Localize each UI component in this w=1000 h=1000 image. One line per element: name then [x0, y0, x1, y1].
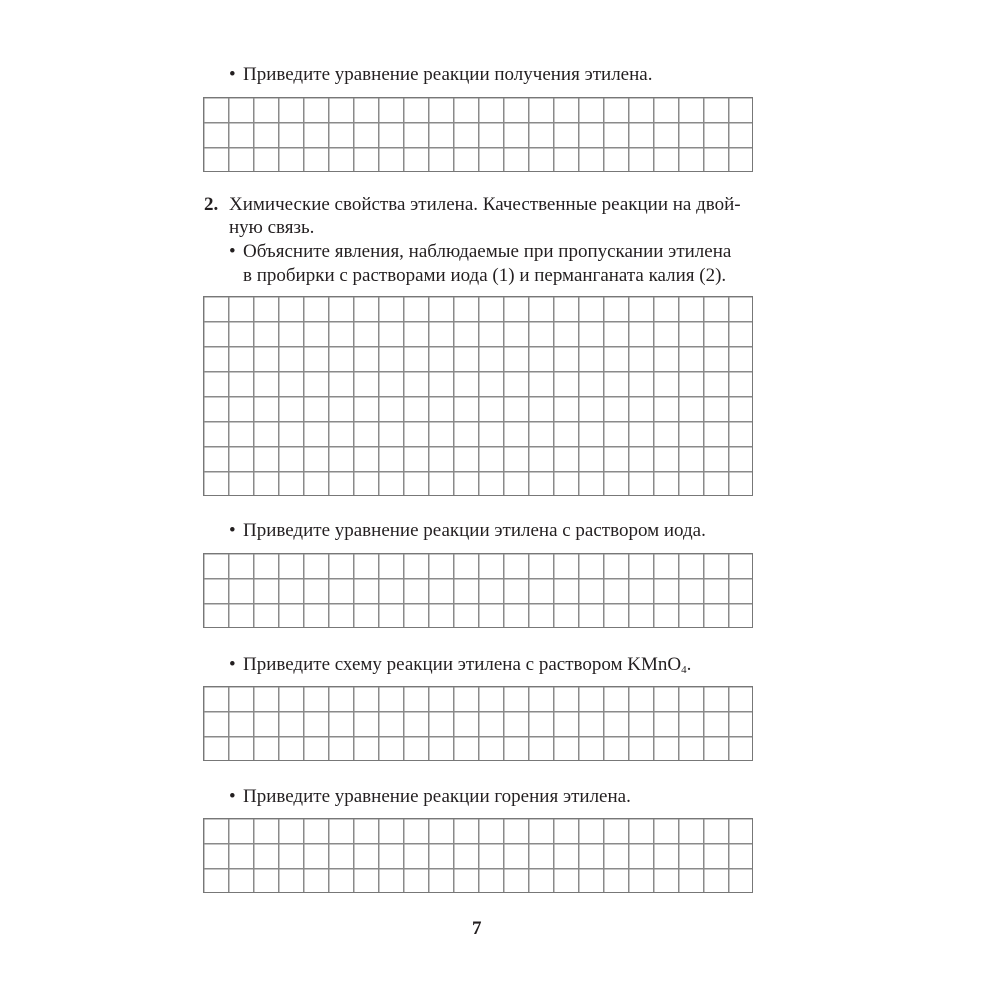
prompt-explain-line1: Объясните явления, наблюдаемые при пропускании этилена [243, 241, 732, 262]
section-heading-line1: Химические свойства этилена. Качественные реакции на двой- [229, 194, 741, 215]
page-number: 7 [472, 918, 482, 939]
bullet-2: • [229, 241, 236, 262]
answer-grid-1[interactable] [203, 97, 753, 172]
answer-grid-5[interactable] [203, 818, 753, 893]
kmno4-subscript: 4 [681, 664, 687, 676]
section-heading-line2: ную связь. [229, 217, 315, 238]
prompt-kmno4-scheme [243, 653, 691, 682]
bullet-4: • [229, 654, 236, 675]
prompt-kmno4-text: Приведите схему реакции этилена с раствором KMnO [243, 654, 682, 675]
answer-grid-4[interactable] [203, 686, 753, 761]
section-number: 2. [204, 194, 219, 215]
prompt-explain-line2: в пробирки с растворами иода (1) и перманганата калия (2). [243, 265, 727, 286]
answer-grid-3[interactable] [203, 553, 753, 628]
answer-grid-2[interactable] [203, 296, 753, 496]
bullet-3: • [229, 520, 236, 541]
bullet-1: • [229, 64, 236, 85]
prompt-kmno4-period: . [686, 654, 692, 675]
prompt-combustion: Приведите уравнение реакции горения этилена. [243, 786, 631, 807]
prompt-iodine-reaction: Приведите уравнение реакции этилена с раствором иода. [243, 520, 706, 541]
prompt-ethylene-preparation: Приведите уравнение реакции получения этилена. [243, 64, 653, 85]
bullet-5: • [229, 786, 236, 807]
